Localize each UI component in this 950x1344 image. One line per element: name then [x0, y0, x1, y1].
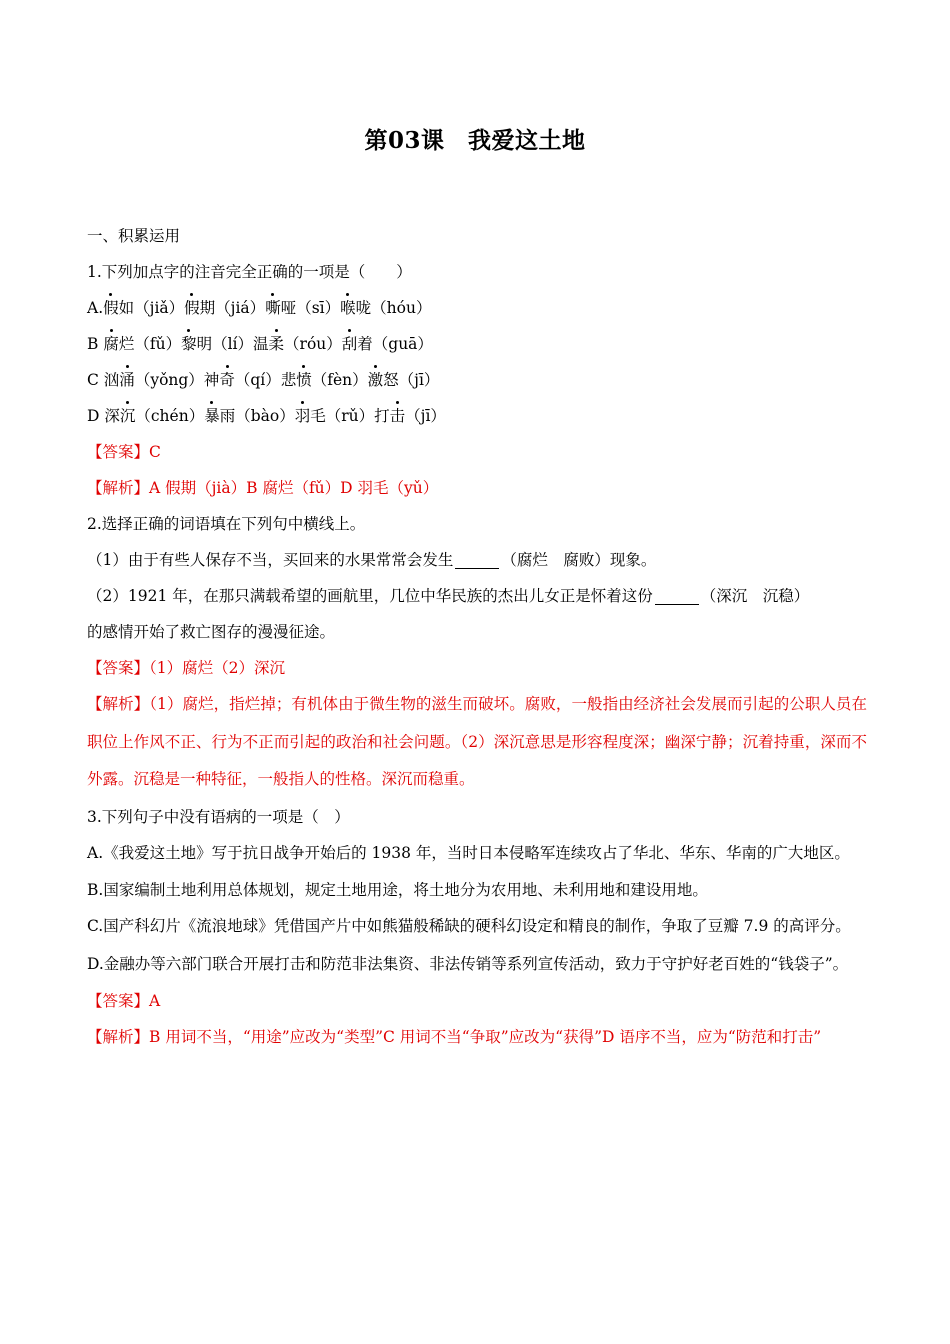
q1-analysis: 【解析】A 假期（jià）B 腐烂（fǔ）D 羽毛（yǔ）	[87, 479, 439, 497]
section-heading: 一、积累运用	[87, 227, 181, 245]
q1-option-d: D 深沉（chén）暴雨（bào）羽毛（rǔ）打击（jī）	[87, 398, 867, 434]
q3-option-d: D.金融办等六部门联合开展打击和防范非法集资、非法传销等系列宣传活动，致力于守护好老百姓的“钱袋子”。	[87, 954, 849, 973]
q3-option-a: A.《我爱这土地》写于抗日战争开始后的 1938 年，当时日本侵略军连续攻占了华北、华东、华南的广大地区。	[87, 843, 850, 862]
q2-stem: 2.选择正确的词语填在下列句中横线上。	[87, 515, 366, 533]
q3-stem: 3.下列句子中没有语病的一项是（ ）	[87, 807, 350, 826]
q1-option-c: C 汹涌（yǒng）神奇（qí）悲愤（fèn）激怒（jī）	[87, 362, 867, 398]
q1-stem: 1.下列加点字的注音完全正确的一项是（ ）	[87, 263, 412, 281]
q3-option-b: B.国家编制土地利用总体规划，规定土地用途，将土地分为农用地、未利用地和建设用地。	[87, 881, 708, 899]
q3-answer: 【答案】A	[87, 992, 161, 1010]
q1-answer: 【答案】C	[87, 443, 161, 461]
q1-option-b: B 腐烂（fǔ）黎明（lí）温柔（róu）刮着（guā）	[87, 326, 867, 362]
q2-sentence-2-cont: 的感情开始了救亡图存的漫漫征途。	[87, 623, 336, 641]
document-body	[87, 218, 867, 1057]
q1-option-a: A.假如（jiǎ）假期（jiá）嘶哑（sī）喉咙（hóu）	[87, 290, 867, 326]
fill-blank-1	[455, 548, 499, 569]
fill-blank-2	[655, 584, 699, 605]
page-title: 第03课 我爱这土地	[364, 127, 586, 154]
q2-analysis: 【解析】（1）腐烂，指烂掉；有机体由于微生物的滋生而破坏。腐败，一般指由经济社会发展而引起的公职人员在职位上作风不正、行为不正而引起的政治和社会问题。（2）深沉意思是形容程度深；幽深宁静；沉着持重，深而不外露。沉稳是一种特征，一般指人的性格。深沉而稳重。	[87, 695, 867, 788]
q2-answer: 【答案】（1）腐烂（2）深沉	[87, 659, 285, 677]
q2-sentence-2: （2）1921 年，在那只满载希望的画航里，几位中华民族的杰出儿女正是怀着这份 （深沉 沉稳）	[87, 578, 867, 614]
q2-sentence-1: （1）由于有些人保存不当，买回来的水果常常会发生 （腐烂 腐败）现象。	[87, 542, 867, 578]
q3-option-c: C.国产科幻片《流浪地球》凭借国产片中如熊猫般稀缺的硬科幻设定和精良的制作，争取了豆瓣 7.9 的高评分。	[87, 917, 851, 935]
q3-analysis: 【解析】B 用词不当，“用途”应改为“类型”C 用词不当“争取”应改为“获得”D 语序不当，应为“防范和打击”	[87, 1028, 822, 1046]
